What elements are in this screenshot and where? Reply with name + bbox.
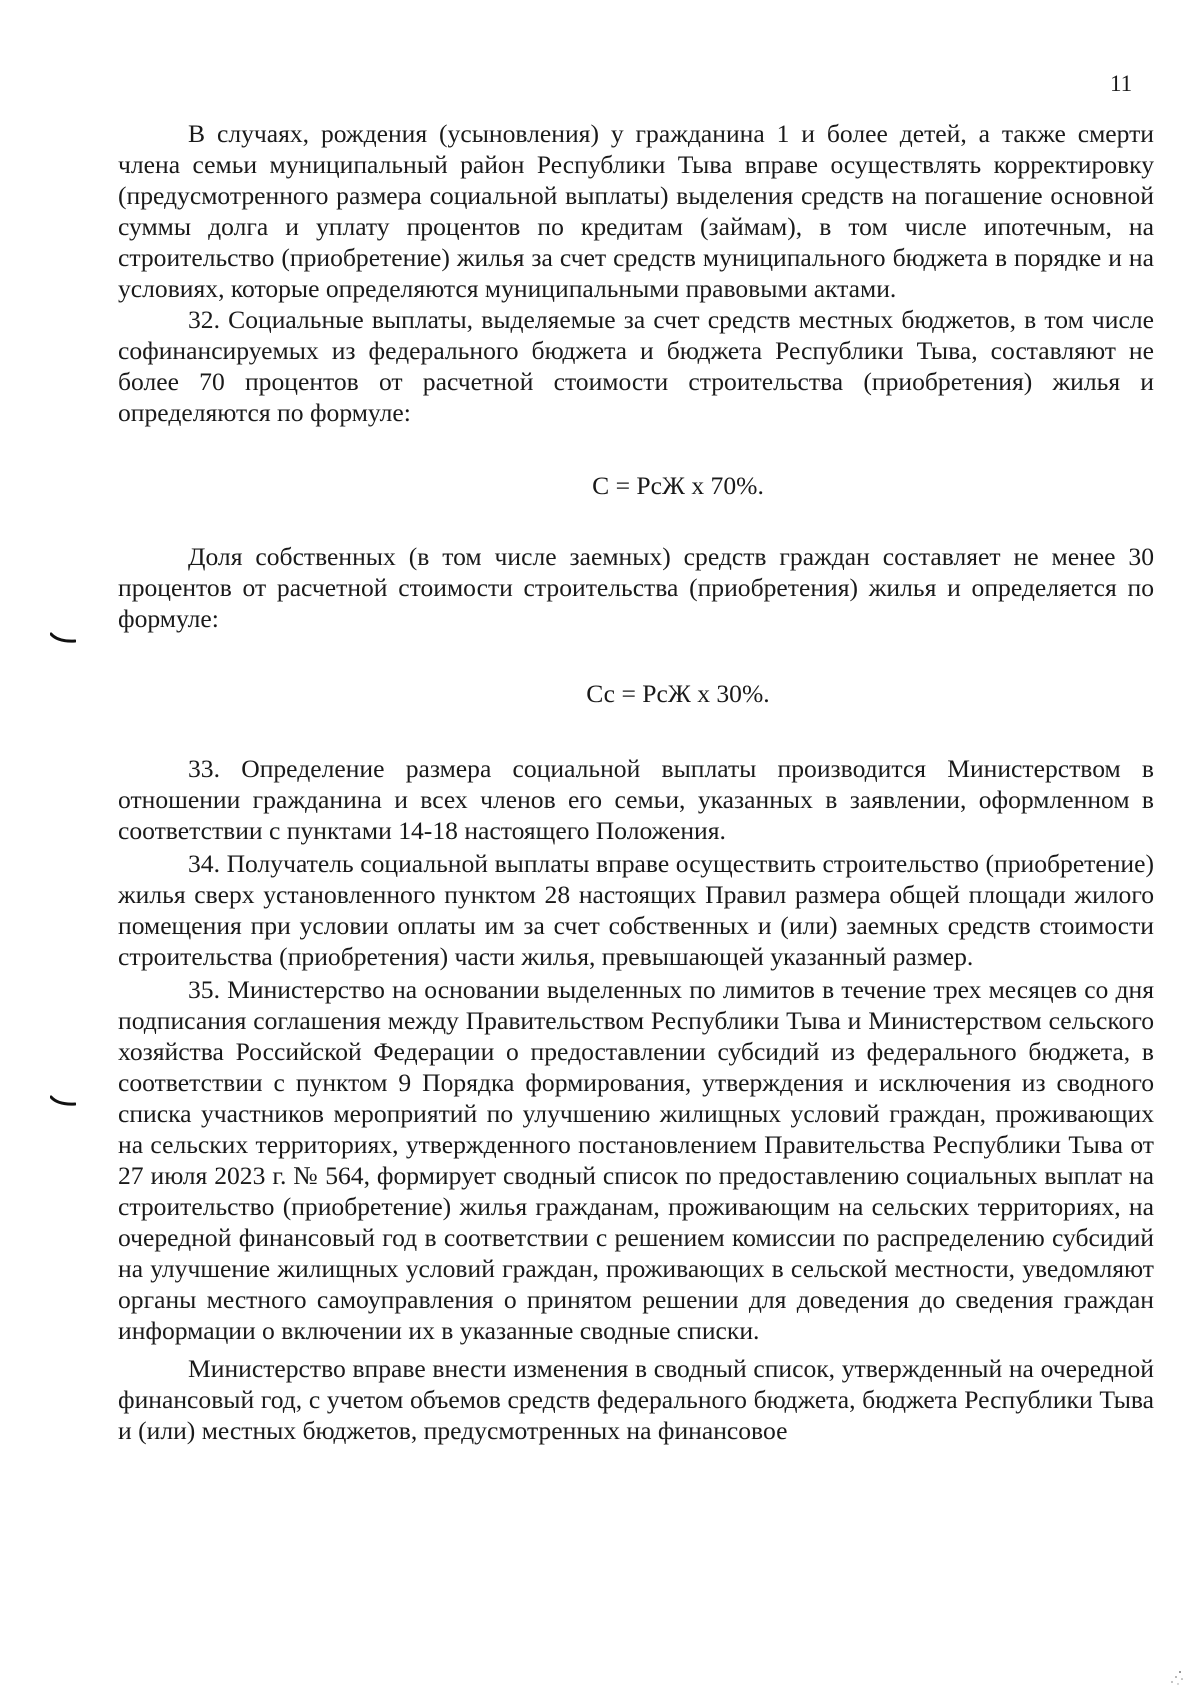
paragraph-item-35: 35. Министерство на основании выделенных по лимитов в течение трех месяцев со дня подписания соглашения между Правительством Республики Тыва и Министерством сельского хозяйства Российской Федерации о предоставлении субсидий из федерального бюджета, в соответствии с пунктом 9 Порядка формирования, утверждения и исключения из сводного списка участников мероприятий по улучшению жилищных условий граждан, проживающих на сельских территориях, утвержденного постановлением Правительства Республики Тыва от 27 июля 2023 г. № 564, формирует сводный список по предоставлению социальных выплат на строительство (приобретение) жилья гражданам, проживающим на сельских территориях, на очередной финансовый год в соответствии с решением комиссии по распределению субсидий на улучшение жилищных условий граждан, проживающих в сельской местности, уведомляют органы местного самоуправления о принятом решении для доведения до сведения граждан информации о включении их в указанные сводные списки. — [118, 975, 1154, 1345]
paragraph-own-funds-share: Доля собственных (в том числе заемных) средств граждан составляет не менее 30 процентов от расчетной стоимости строительства (приобретения) жилья и определяется по формуле: — [118, 542, 1154, 633]
paragraph-item-34: 34. Получатель социальной выплаты вправе осуществить строительство (приобретение) жилья сверх установленного пунктом 28 настоящих Правил размера общей площади жилого помещения при условии оплаты им за счет собственных и (или) заемных средств стоимости строительства (приобретения) части жилья, превышающей указанный размер. — [118, 849, 1154, 971]
paragraph-ministry-changes: Министерство вправе внести изменения в сводный список, утвержденный на очередной финансовый год, с учетом объемов средств федерального бюджета, бюджета Республики Тыва и (или) местных бюджетов, предусмотренных на финансовое — [118, 1354, 1154, 1445]
paragraph-item-33: 33. Определение размера социальной выплаты производится Министерством в отношении гражданина и всех членов его семьи, указанных в заявлении, оформленном в соответствии с пунктами 14-18 настоящего Положения. — [118, 754, 1154, 845]
formula-social-payment: С = РсЖ х 70%. — [592, 471, 764, 500]
paragraph-birth-adoption: В случаях, рождения (усыновления) у гражданина 1 и более детей, а также смерти члена семьи муниципальный район Республики Тыва вправе осуществлять корректировку (предусмотренного размера социальной выплаты) выделения средств на погашение основной суммы долга и уплату процентов по кредитам (займам), в том числе ипотечным, на строительство (приобретение) жилья за счет средств муниципального бюджета в порядке и на условиях, которые определяются муниципальными правовыми актами. — [118, 119, 1154, 303]
scan-speck-icon — [1164, 1669, 1186, 1687]
document-body — [118, 118, 1154, 1446]
paragraph-item-32: 32. Социальные выплаты, выделяемые за счет средств местных бюджетов, в том числе софинансируемых из федерального бюджета и бюджета Республики Тыва, составляют не более 70 процентов от расчетной стоимости строительства (приобретения) жилья и определяются по формуле: — [118, 305, 1154, 427]
margin-mark-icon — [50, 1095, 76, 1107]
margin-mark-icon — [50, 632, 76, 644]
formula-own-funds: Сс = РсЖ х 30%. — [586, 679, 770, 708]
page-number: 11 — [1110, 71, 1133, 96]
